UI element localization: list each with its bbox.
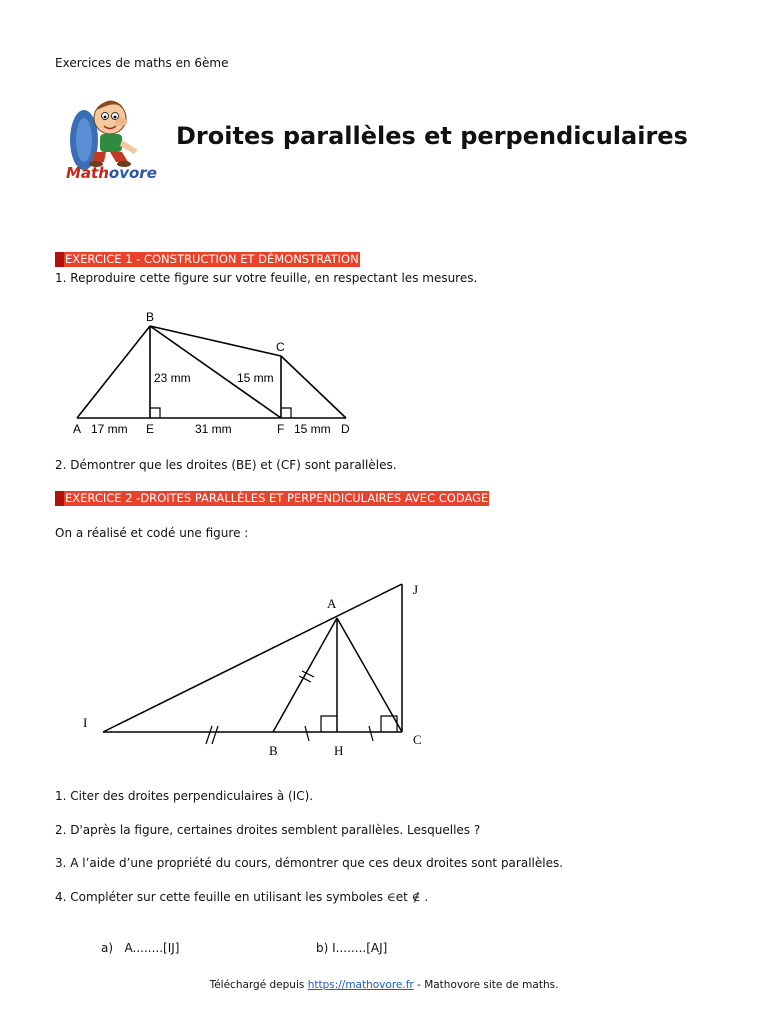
measure-AE: 17 mm [91, 422, 128, 436]
page-title: Droites parallèles et perpendiculaires [176, 122, 688, 150]
logo-wordmark: Mathovore [66, 164, 157, 182]
heading-bar [55, 491, 64, 506]
figure-2-coded [75, 575, 435, 765]
exercise-1-question-1: 1. Reproduire cette figure sur votre feuille, en respectant les mesures. [55, 271, 478, 285]
element-of-symbol: ∈ [386, 890, 396, 904]
label-B: B [269, 743, 278, 758]
exercise-2-question-2: 2. D'après la figure, certaines droites semblent parallèles. Lesquelles ? [55, 823, 481, 837]
label-F: F [277, 422, 285, 436]
page-footer: Téléchargé depuis https://mathovore.fr - Mathovore site de maths. [209, 979, 559, 991]
exercise-1-heading: EXERCICE 1 - CONSTRUCTION ET DÉMONSTRATION [55, 252, 360, 267]
measure-BE: 23 mm [154, 371, 191, 385]
heading-bar [55, 252, 64, 267]
mathovore-link[interactable]: https://mathovore.fr [307, 979, 414, 991]
label-D: D [341, 422, 350, 436]
figure-1-triangles [66, 298, 366, 438]
exercise-2-heading: EXERCICE 2 -DROITES PARALLÈLES ET PERPENDICULAIRES AVEC CODAGE [55, 491, 489, 506]
measure-CF: 15 mm [237, 371, 274, 385]
label-H: H [334, 743, 344, 758]
label-J: J [413, 582, 419, 597]
label-C: C [276, 340, 285, 354]
label-E: E [146, 422, 155, 436]
mathovore-logo [58, 88, 160, 188]
document-subtitle: Exercices de maths en 6ème [55, 56, 229, 70]
label-B: B [146, 310, 155, 324]
label-I: I [83, 715, 88, 730]
measure-FD: 15 mm [294, 422, 331, 436]
exercise-2-question-1: 1. Citer des droites perpendiculaires à (IC). [55, 789, 314, 803]
answer-a: a) A........[IJ] [101, 941, 180, 955]
measure-EF: 31 mm [195, 422, 232, 436]
exercise-2-question-3: 3. A l’aide d’une propriété du cours, démontrer que ces deux droites sont parallèles. [55, 856, 564, 870]
not-element-of-symbol: ∉ [411, 890, 421, 904]
exercise-2-intro: On a réalisé et codé une figure : [55, 526, 249, 540]
label-A: A [327, 596, 337, 611]
exercise-2-question-4: 4. Compléter sur cette feuille en utilisant les symboles ∈et ∉ . [55, 890, 429, 904]
label-A: A [73, 422, 82, 436]
label-C: C [413, 732, 422, 747]
answer-b: b) I........[AJ] [316, 941, 388, 955]
exercise-1-question-2: 2. Démontrer que les droites (BE) et (CF) sont parallèles. [55, 458, 397, 472]
